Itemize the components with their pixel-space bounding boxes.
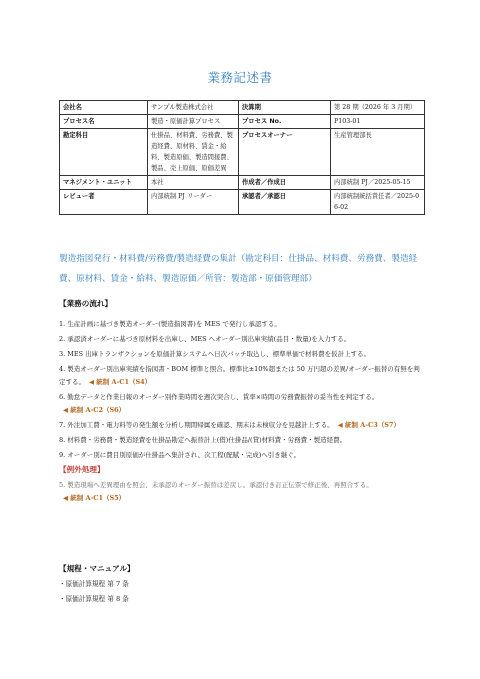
step-item (59, 348, 425, 361)
control-reference: ◀ 統制 A-C2（S6） (63, 406, 126, 414)
step-text: 7. 外注加工費・電力料等の発生額を分析し期間帰属を確認、期末は未検収分を見越計上する。 (59, 421, 334, 429)
step-item (59, 449, 425, 462)
step-text: 9. オーダー別に費目別原価が仕掛品へ集計され、次工程(配賦・完成)へ引き継ぐ。 (59, 451, 301, 459)
meta-key-cell: 作成者／作成日 (239, 176, 331, 190)
control-reference: ◀ 統制 A-C1（S5） (63, 494, 126, 502)
step-text: 6. 勤怠データと作業日報のオーダー別作業時間を週次突合し、賃率×時間の労務費振替の妥当性を判定する。 (59, 393, 379, 401)
reference-item: ・原価計算規程 第 8 条 (59, 595, 129, 603)
meta-value-cell: 内部統制 PJ／2025-05-15 (331, 176, 425, 190)
meta-value-cell: 第 28 期（2026 年 3 月期） (331, 101, 425, 115)
meta-value-cell: 仕掛品、材料費、労務費、製造経費、原材料、賃金・給料、製造原価、製造間接費、製品、売上原価、原価差異 (148, 129, 239, 176)
refs-list (59, 577, 425, 607)
step-item (59, 434, 425, 447)
meta-key-cell: マネジメント・ユニット (60, 176, 148, 190)
step-item (59, 419, 425, 432)
meta-key-cell: プロセス No. (239, 115, 331, 129)
meta-row (60, 115, 425, 129)
step-item (59, 318, 425, 331)
step-item (59, 363, 425, 389)
control-reference: ◀ 統制 A-C3（S7） (337, 421, 400, 429)
step-text: 1. 生産計画に基づき製造オーダー(製造指図書)を MES で発行し承認する。 (59, 320, 281, 328)
meta-value-cell: 生産管理部長 (331, 129, 425, 176)
meta-value-cell: P103-01 (331, 115, 425, 129)
step-item (59, 479, 425, 505)
reference-item: ・原価計算規程 第 7 条 (59, 580, 129, 588)
flow-section-heading: 【業務の流れ】 (59, 299, 113, 308)
meta-row (60, 101, 425, 115)
meta-key-cell: レビュー者 (60, 190, 148, 215)
document-title: 業務記述書 (207, 70, 273, 85)
meta-key-cell: 勘定科目 (60, 129, 148, 176)
meta-value-cell: 製造・原価計算プロセス (148, 115, 239, 129)
exception-section-heading: 【例外処理】 (59, 465, 105, 474)
step-item (59, 391, 425, 417)
step-text: 4. 製造オーダー別出庫実績を指図書・BOM 標準と照合。標準比±10%超または 50 万円超の差異/オーダー振替の有無を判定する。 (59, 365, 420, 386)
step-text: 3. MES 出庫トランザクションを原価計算システムへ日次バッチ取込し、標準単価で材料費を仮計上する。 (59, 350, 371, 358)
flow-steps (59, 318, 425, 507)
meta-key-cell: プロセス名 (60, 115, 148, 129)
step-item (59, 333, 425, 346)
meta-key-cell: 決算期 (239, 101, 331, 115)
document-meta-table (59, 100, 425, 215)
meta-row (60, 190, 425, 215)
meta-value-cell: 内部統制統括責任者／2025-06-02 (331, 190, 425, 215)
meta-value-cell: 本社 (148, 176, 239, 190)
step-text: 5. 製造現場へ差異理由を照会、未承認のオーダー振替は差戻し。承認付き訂正伝票で修正後、再照合する。 (59, 481, 373, 489)
meta-key-cell: 承認者／承認日 (239, 190, 331, 215)
meta-key-cell: プロセスオーナー (239, 129, 331, 176)
meta-row (60, 129, 425, 176)
step-text: 2. 承認済オーダーに基づき原材料を出庫し、MES へオーダー別出庫実績(品目・数量)を入力する。 (59, 335, 351, 343)
control-reference: ◀ 統制 A-C1（S4） (89, 378, 152, 386)
meta-key-cell: 会社名 (60, 101, 148, 115)
refs-section-heading: 【規程・マニュアル】 (59, 564, 135, 573)
meta-value-cell: サンプル製造株式会社 (148, 101, 239, 115)
step-text: 8. 材料費・労務費・製造経費を仕掛品勘定へ振替計上(借)仕掛品/(貸)材料費・労務費・製造経費。 (59, 436, 347, 444)
meta-value-cell: 内部統制 PJ リーダー (148, 190, 239, 215)
meta-row (60, 176, 425, 190)
process-heading: 製造指図発行・材料費/労務費/製造経費の集計（勘定科目：仕掛品、材料費、労務費、製造経費、原材料、賃金・給料、製造原価／所管：製造部・原価管理部） (59, 254, 418, 284)
